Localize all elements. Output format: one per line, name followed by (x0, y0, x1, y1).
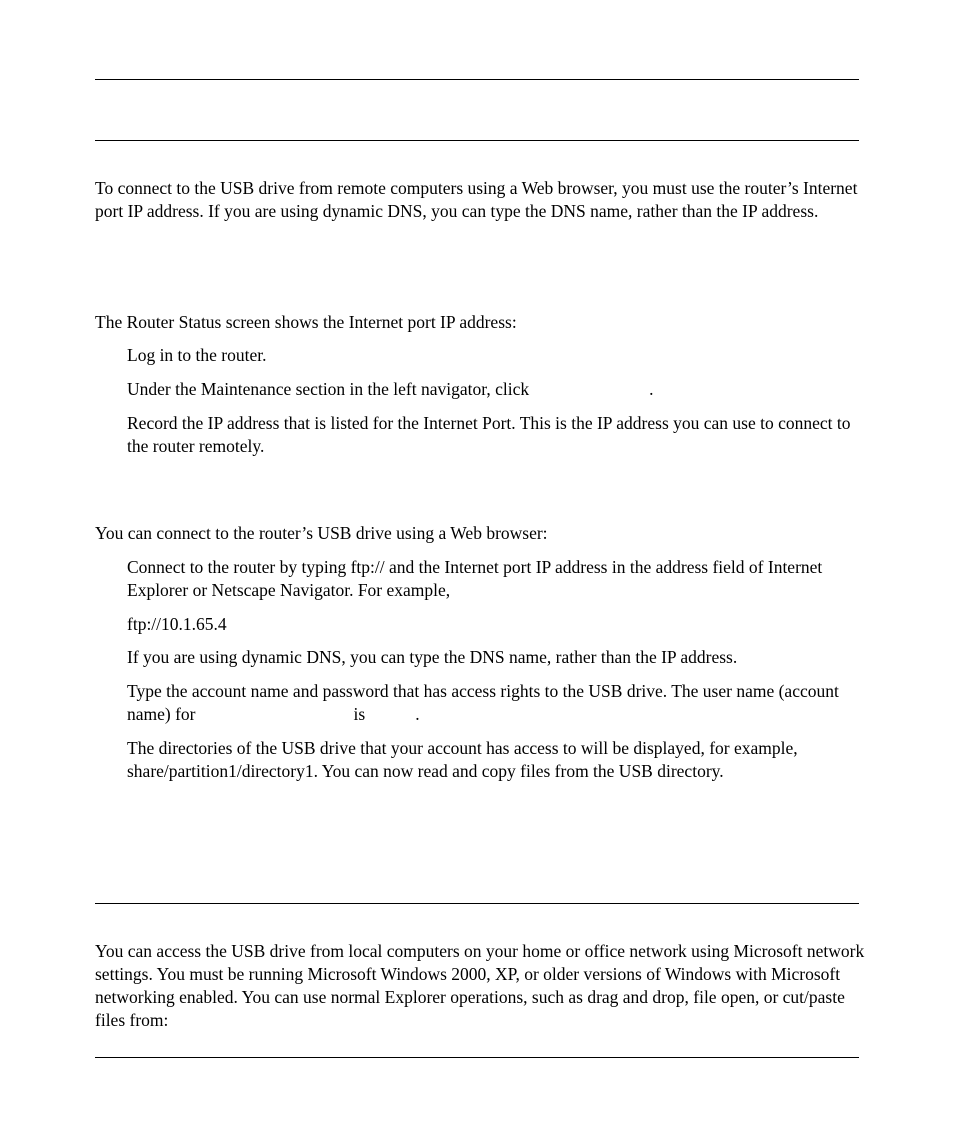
find-ip-step-2 (127, 378, 862, 401)
connect-step-dns: If you are using dynamic DNS, you can type the DNS name, rather than the IP address. (127, 647, 738, 667)
find-ip-step-2-period: . (649, 379, 654, 399)
find-ip-step-1: Log in to the router. (127, 345, 267, 365)
local-access-intro: You can access the USB drive from local computers on your home or office network using Microsoft network settings. You must be running Microsoft Windows 2000, XP, or older versions of Windows with Microsoft networking enabled. You can use normal Explorer operations, such as drag and drop, file open, or cut/paste files from: (95, 941, 865, 1030)
find-ip-step-3: Record the IP address that is listed for the Internet Port. This is the IP address you can use to connect to the router remotely. (127, 413, 851, 456)
find-ip-lead: The Router Status screen shows the Internet port IP address: (95, 312, 517, 332)
connect-step-1: Connect to the router by typing ftp:// and the Internet port IP address in the address field of Internet Explorer or Netscape Navigator. For example, (127, 557, 823, 600)
connect-step-account-is: is (353, 704, 366, 724)
bottom-rule (95, 1057, 859, 1058)
top-rule-2 (95, 140, 859, 141)
remote-access-intro: To connect to the USB drive from remote computers using a Web browser, you must use the router’s Internet port IP address. If you are using dynamic DNS, you can type the DNS name, rather than the IP address. (95, 178, 858, 221)
find-ip-step-2-text: Under the Maintenance section in the left navigator, click (127, 379, 530, 399)
section-rule (95, 903, 859, 904)
connect-lead: You can connect to the router’s USB drive using a Web browser: (95, 523, 548, 543)
top-rule-1 (95, 79, 859, 80)
connect-step-account (127, 680, 862, 726)
connect-step-directories: The directories of the USB drive that your account has access to will be displayed, for example, share/partition1/directory1. You can now read and copy files from the USB directory. (127, 738, 798, 781)
connect-step-account-period: . (415, 704, 420, 724)
connect-step-account-text: Type the account name and password that has access rights to the USB drive. The user name (account name) for (127, 681, 839, 724)
connect-example-url: ftp://10.1.65.4 (127, 614, 227, 634)
